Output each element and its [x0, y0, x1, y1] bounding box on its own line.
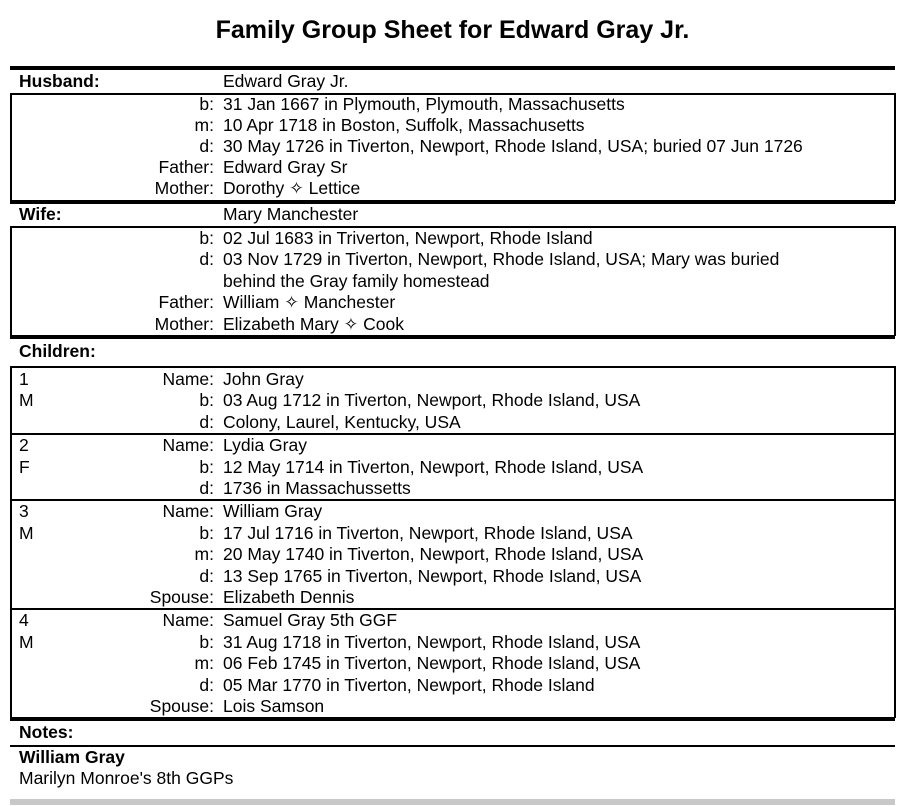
- child-number: 4: [19, 610, 29, 630]
- row-rule: [10, 745, 895, 747]
- fact-label: Name:: [162, 435, 214, 455]
- fact-label: m:: [194, 544, 214, 564]
- child-row: [10, 369, 895, 390]
- fact-label: Name:: [162, 369, 214, 389]
- fact-value: 02 Jul 1683 in Triverton, Newport, Rhode Island: [223, 228, 593, 248]
- husband-fact: [10, 94, 895, 115]
- child-number: 3: [19, 501, 29, 521]
- fact-label: m:: [194, 115, 214, 135]
- child-row: [10, 390, 895, 411]
- child-row: [10, 632, 895, 653]
- right-border: [894, 93, 896, 201]
- child-name: John Gray: [223, 369, 304, 389]
- fact-label: Name:: [162, 610, 214, 630]
- fact-value: 20 May 1740 in Tiverton, Newport, Rhode Island, USA: [223, 544, 644, 564]
- child-sex: M: [19, 390, 34, 410]
- fact-value: 06 Feb 1745 in Tiverton, Newport, Rhode Island, USA: [223, 653, 641, 673]
- husband-fact: [10, 178, 895, 199]
- fact-value: 31 Jan 1667 in Plymouth, Plymouth, Massachusetts: [223, 94, 625, 114]
- left-border: [10, 366, 12, 718]
- children-header-row: [10, 341, 895, 362]
- child-row: [10, 544, 895, 565]
- wife-fact: [10, 249, 895, 270]
- child-number: 1: [19, 369, 29, 389]
- fact-label: Spouse:: [149, 696, 214, 716]
- child-row: [10, 435, 895, 456]
- fact-label: d:: [199, 675, 214, 695]
- left-border: [10, 226, 12, 336]
- notes-heading: Notes:: [19, 722, 74, 742]
- child-row: [10, 412, 895, 433]
- fact-value: Edward Gray Sr: [223, 157, 348, 177]
- fact-label: Spouse:: [149, 587, 214, 607]
- fact-value: William ✧ Manchester: [223, 292, 396, 312]
- child-row: [10, 523, 895, 544]
- fact-value: Elizabeth Dennis: [223, 587, 355, 607]
- child-sex: M: [19, 523, 34, 543]
- fact-value: 12 May 1714 in Tiverton, Newport, Rhode Island, USA: [223, 457, 644, 477]
- child-row: [10, 478, 895, 499]
- fact-value: Lois Samson: [223, 696, 325, 716]
- wife-fact: [10, 292, 895, 313]
- fact-value: 31 Aug 1718 in Tiverton, Newport, Rhode Island, USA: [223, 632, 641, 652]
- child-number: 2: [19, 435, 29, 455]
- fact-label: d:: [199, 136, 214, 156]
- fact-value: behind the Gray family homestead: [223, 271, 490, 291]
- husband-fact: [10, 115, 895, 136]
- fact-value: 17 Jul 1716 in Tiverton, Newport, Rhode Island, USA: [223, 523, 633, 543]
- fact-value: 30 May 1726 in Tiverton, Newport, Rhode Island, USA; buried 07 Jun 1726: [223, 136, 803, 156]
- left-border: [10, 93, 12, 201]
- husband-header-row: [10, 71, 895, 92]
- fact-label: d:: [199, 566, 214, 586]
- child-name: William Gray: [223, 501, 323, 521]
- wife-fact: [10, 314, 895, 335]
- child-name: Lydia Gray: [223, 435, 307, 455]
- child-row: [10, 501, 895, 522]
- fact-label: Mother:: [154, 314, 214, 334]
- fact-value: 13 Sep 1765 in Tiverton, Newport, Rhode Island, USA: [223, 566, 642, 586]
- fact-value: 03 Aug 1712 in Tiverton, Newport, Rhode Island, USA: [223, 390, 641, 410]
- child-row: [10, 610, 895, 631]
- fact-label: b:: [199, 457, 214, 477]
- fact-label: b:: [199, 390, 214, 410]
- fact-label: b:: [199, 523, 214, 543]
- fact-label: b:: [199, 94, 214, 114]
- child-row: [10, 653, 895, 674]
- notes-header-row: [10, 722, 895, 743]
- fact-label: d:: [199, 478, 214, 498]
- page-title: Family Group Sheet for Edward Gray Jr.: [215, 16, 690, 44]
- fact-value: Dorothy ✧ Lettice: [223, 178, 361, 198]
- child-sex: F: [19, 457, 30, 477]
- fact-label: b:: [199, 632, 214, 652]
- section-rule: [10, 335, 895, 339]
- child-sex: M: [19, 632, 34, 652]
- fact-label: d:: [199, 249, 214, 269]
- husband-fact: [10, 136, 895, 157]
- fact-label: Father:: [158, 292, 214, 312]
- fact-value: Elizabeth Mary ✧ Cook: [223, 314, 404, 334]
- child-row: [10, 457, 895, 478]
- wife-name: Mary Manchester: [223, 204, 359, 224]
- notes-subject: William Gray: [19, 747, 125, 767]
- right-border: [894, 226, 896, 336]
- fact-value: 05 Mar 1770 in Tiverton, Newport, Rhode Island: [223, 675, 595, 695]
- fact-label: m:: [194, 653, 214, 673]
- child-row: [10, 675, 895, 696]
- husband-heading: Husband:: [19, 71, 100, 91]
- children-heading: Children:: [19, 341, 96, 361]
- fact-value: 1736 in Massachussetts: [223, 478, 411, 498]
- wife-fact: [10, 271, 895, 292]
- wife-fact: [10, 228, 895, 249]
- notes-text: Marilyn Monroe's 8th GGPs: [19, 768, 234, 788]
- fact-label: Father:: [158, 157, 214, 177]
- fact-label: d:: [199, 412, 214, 432]
- fact-value: 03 Nov 1729 in Tiverton, Newport, Rhode Island, USA; Mary was buried: [223, 249, 780, 269]
- row-rule: [10, 366, 895, 368]
- right-border: [894, 366, 896, 718]
- wife-heading: Wife:: [19, 204, 62, 224]
- fact-label: Name:: [162, 501, 214, 521]
- child-row: [10, 587, 895, 608]
- wife-header-row: [10, 204, 895, 225]
- section-rule: [10, 66, 895, 70]
- child-name: Samuel Gray 5th GGF: [223, 610, 398, 630]
- child-row: [10, 696, 895, 717]
- fact-label: Mother:: [154, 178, 214, 198]
- husband-fact: [10, 157, 895, 178]
- fact-label: b:: [199, 228, 214, 248]
- husband-name: Edward Gray Jr.: [223, 71, 349, 91]
- fact-value: Colony, Laurel, Kentucky, USA: [223, 412, 461, 432]
- section-rule: [10, 717, 895, 721]
- fact-value: 10 Apr 1718 in Boston, Suffolk, Massachusetts: [223, 115, 585, 135]
- child-row: [10, 566, 895, 587]
- footer-bar: [10, 799, 895, 805]
